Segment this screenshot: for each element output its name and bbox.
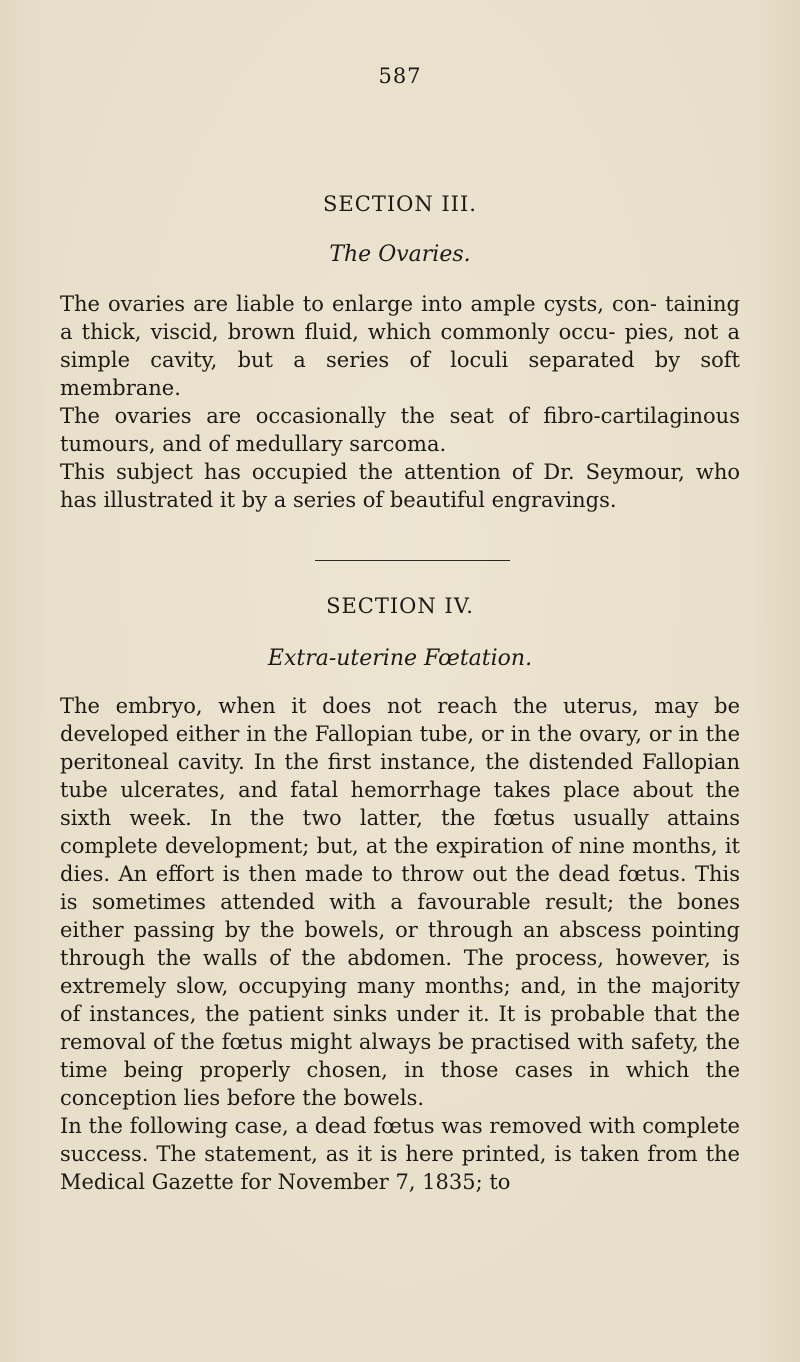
section-3-subtitle: The Ovaries. [329,242,471,267]
section-4-subtitle: Extra-uterine Fœtation. [267,646,533,671]
page-number: 587 [378,64,422,88]
section-4-paragraph: In the following case, a dead fœtus was removed with complete success. The statement, as it is here printed, is taken from the Medical Gazette for November 7, 1835; to [60,1114,740,1194]
section-4-heading: SECTION IV. [326,594,474,618]
section-divider [315,560,510,561]
section-3-heading: SECTION III. [323,192,477,216]
section-4-paragraph: The embryo, when it does not reach the uterus, may be developed either in the Fallopian tube, or in the ovary, or in the peritoneal cavity. In the first instance, the distended Fallopian tube ulcerates, and fatal hemorrhage takes place about the sixth week. In the two latter, the fœtus usually attains complete development; but, at the expiration of nine months, it dies. An effort is then made to throw out the dead fœtus. This is sometimes attended with a favourable result; the bones either passing by the bowels, or through an abscess pointing through the walls of the abdomen. The process, however, is extremely slow, occupying many months; and, in the majority of instances, the patient sinks under it. It is probable that the removal of the fœtus might always be practised with safety, the time being properly chosen, in those cases in which the conception lies before the bowels. [60,694,740,1110]
section-3-paragraph: The ovaries are liable to enlarge into ample cysts, con- taining a thick, viscid, brown fluid, which commonly occu- pies, not a simple cavity, but a series of loculi separated by soft membrane. [60,292,740,400]
section-4-body [60,692,740,1196]
section-3-paragraph: The ovaries are occasionally the seat of fibro-cartilaginous tumours, and of medullary sarcoma. [60,404,740,456]
section-3-body [60,290,740,514]
section-3-paragraph: This subject has occupied the attention of Dr. Seymour, who has illustrated it by a series of beautiful engravings. [60,460,740,512]
